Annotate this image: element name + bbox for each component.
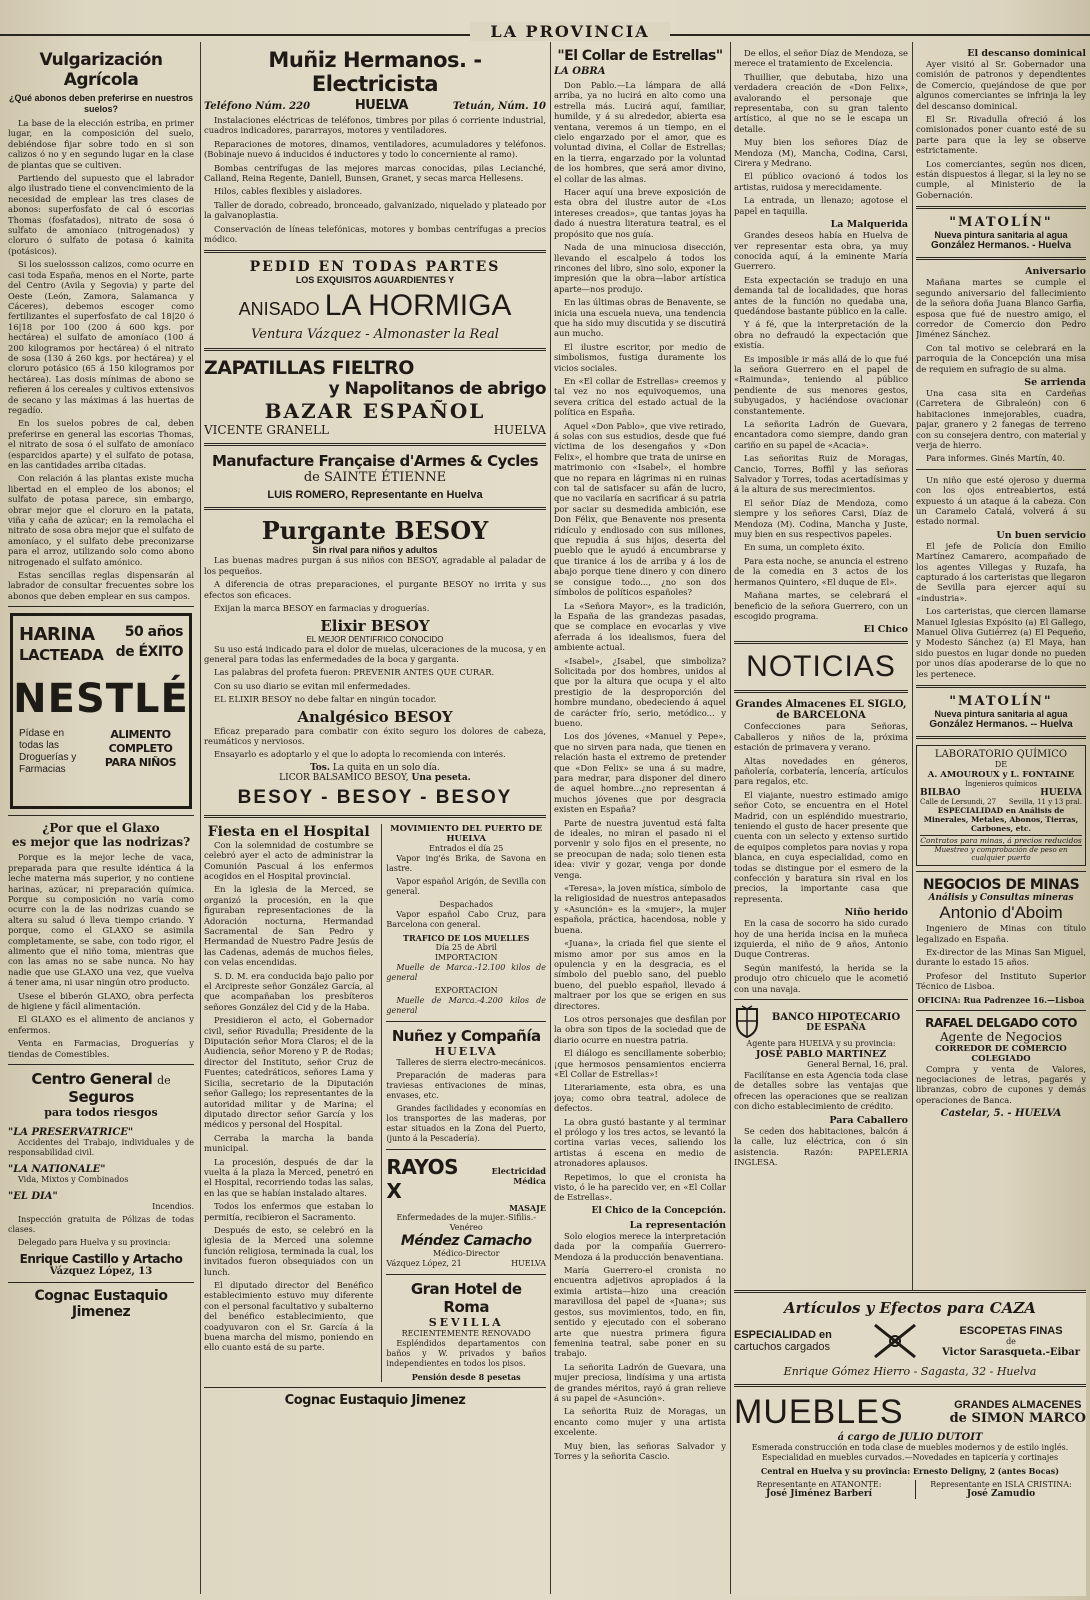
gran-hotel-pension: Pensión desde 8 pesetas [411, 1371, 521, 1382]
caza-escopetas: ESCOPETAS FINAS [959, 1324, 1063, 1337]
puerto-line: Vapor ing'és Brika, de Savona en lastre. [386, 853, 546, 873]
collar-paragraph: En «El collar de Estrellas» creemos y tal vez no nos equivoquemos, una severa crítica del estado actual de la política en España. [554, 375, 726, 418]
banco-heading: BANCO HIPOTECARIO [771, 1011, 901, 1023]
vulgarizacion-heading: Vulgarización Agrícola [39, 50, 163, 90]
nino-herido-paragraph: Según manifestó, la herida se la produjo otro chicuelo que le acometió con una navaja. [734, 962, 908, 994]
hormiga-anisado: ANISADO [238, 299, 320, 320]
muebles-heading: MUEBLES [734, 1393, 904, 1431]
collar-paragraph: Los dos jóvenes, «Manuel y Pepe», que no sirven para nada, que tienen en relación hasta el extremo de pretender que «Don Felix» se una á su madre, para medrar, para disponer del dinero de aquel hombre...¿no representan á muchos jóvenes que por desgracia existen en España? [554, 731, 726, 815]
puerto-line: Vapor español Cabo Cruz, para Barcelona con general. [386, 909, 546, 929]
licor-label: LICOR BALSAMICO BESOY, [279, 772, 409, 783]
lab-cities [920, 788, 1082, 798]
mendez-name: Méndez Camacho [400, 1232, 532, 1249]
nunez-city: HUELVA [434, 1044, 498, 1058]
article-paragraph: En los suelos pobres de cal, deben preferirse en general las escorias Thomas, el nitrato de sosa ó el sulfato de amoníaco (esparcidos aparte) y el sulfato de potasa, en las cantidades arriba citadas. [8, 418, 194, 470]
collar-paragraph: «Teresa», la joven mística, símbolo de la religiosidad de nuestros antepasados y «Asunción» es la «mujer», la mujer española, práctica, hacendosa, noble y buena. [554, 883, 726, 935]
matolin-brand: González Hermanos. - Huelva [930, 240, 1072, 252]
rafael-paragraph: Compra y venta de Valores, negociaciones de letras, pagarés y libranzas, cobro de cupones y demás operaciones de Banca. [916, 1063, 1086, 1105]
nestle-exito: de ÉXITO [115, 644, 183, 661]
fiesta-paragraph: S. D. M. era conducida bajo palio por el Arcipreste señor González García, al que acompañaban los presbíteros señores González del Cid y de la Haba. [204, 970, 374, 1012]
caza-heading: Artículos y Efectos para CAZA [784, 1299, 1036, 1317]
analgesico-paragraph: Ensayarlo es adoptarlo y el que lo adopta lo recomienda con interés. [214, 749, 506, 760]
fiesta-paragraph: El diputado director del Benéfico establecimiento estuvo muy diferente con el personal facultativo y subalterno del benéfico establecimiento, que coadyuvaron con el Sr. García á la buena marcha del mismo, poniendo en ello cuanto está de su parte. [204, 1280, 374, 1353]
seguros-h1: Centro General [31, 1070, 153, 1088]
licor-price: Una peseta. [411, 772, 471, 783]
fiesta-paragraph: Presidieron el acto, el Gobernador civil, señor Rivadulla; Presidente de la Diputación señor Mora Claros; el de la Audiencia, señor Moreno y P. de Rodas; director del Instituto, señor Cruz de Fuentes; catedráticos, señores Lama y Sicilia, secretario de la Diputación señor Gallego; los representantes de la autoridad militar y de Marina; el diputado director señor García y los médicos y personal del Hospital. [204, 1015, 374, 1130]
bazar-name: BAZAR ESPAÑOL [264, 399, 486, 424]
nunez-line: Talleres de sierra electro-mecánicos. [396, 1057, 546, 1067]
column-rule [730, 42, 731, 1594]
fiesta-paragraph: Todos los enfermos que estaban lo permitía, recibieron el Sacramento. [204, 1201, 374, 1222]
collar-paragraph: Aquel «Don Pablo», que vive retirado, á solas con sus estudios, desde que fué víctima de los desengaños y «Don Felix», el hombre que trata de unirse en matrimonio con «Isabel», el hombre que no repara en lágrimas ni en ruinas con tal de satisfacer su afán de lucro, que no vacilaría en sacrificar á su patria por saciar su desmedida ambición, ese Don Félix, que Benavente nos presenta ridículo y endiosado con sus millones, que repudia á sus hijos, deserta del pueblo que le ayudó á encumbrarse y que tiranice á los de arriba y á los de abajo porque tiene dinero y con dinero se consigue todo..., ¿no son dos símbolos de políticos españoles? [554, 420, 726, 598]
besoy-sub: Sin rival para niños y adultos [312, 545, 438, 556]
bazar-owner: VICENTE GRANELL [204, 423, 329, 438]
representacion-paragraph: María Guerrero-el cronista no encuentra adjetivos apropiados á la eximia artista—hizo una creación maravillosa del papel de «Juana»; sus gestos, sus movimientos, todo, en fin, sentido y ejecutado con el soberano arte que nuestra primera figura femenina teatral, sabe poner en su trabajo. [554, 1265, 726, 1359]
nestle-lacteada: LACTEADA [19, 646, 104, 665]
divider [916, 871, 1086, 872]
muebles-text: Esmerada construcción en toda clase de muebles modernos y de estilo inglés. Especialidad en muebles curvados.—Novedades en tapicería y cortinajes [751, 1443, 1069, 1462]
divider [386, 1149, 546, 1150]
column-2-lower [204, 824, 546, 1382]
representacion-heading: La representación [629, 1219, 726, 1231]
analgesico-paragraph: Eficaz preparado para combatir con éxito seguro los dolores de cabeza, reumáticos y nerviosos. [204, 725, 546, 746]
rafael-heading: RAFAEL DELGADO COTO [925, 1015, 1077, 1030]
collar-paragraph: «Juana», la criada fiel que siente el mismo amor por sus amos en la opulencia y en la desgracia, es el símbolo del pueblo sano, del pueblo bueno, del pueblo español, llevado á maltraer por los que se erigen en sus directores. [554, 938, 726, 1011]
bottom-ads [734, 1290, 1086, 1596]
nestle-pidase: Pídase en todas las Droguerías y Farmacias [19, 728, 77, 776]
manufacture-heading: Manufacture Française d'Armes & Cycles [211, 452, 539, 471]
collar-paragraph: Don Pablo.—La lámpara de allá arriba, ya no lucirá en alto como una estrella más. Lucirá aquí, familiar, humilde, y á su alrededor, abierta esa ventana, veremos á un tiempo, en el cielo engarzado por el amor, que es voluntad divina, el Collar de Estrellas; en la tierra, engarzado por la voluntad de los hombres, que será amor divino, el collar de las almas. [554, 80, 726, 184]
divider [8, 606, 194, 607]
pedid-heading: PEDID EN TODAS PARTES [249, 259, 501, 276]
fiesta-paragraph: La procesión, después de dar la vuelta á la plaza la Merced, penetró en el Hospital, recorriendo todas las salas, en las que se habían instalado altares. [204, 1156, 374, 1198]
article-paragraph: Partiendo del supuesto que el labrador algo ilustrado tiene el convencimiento de la necesidad de emplear las tres clases de abonos: superfosfato de cal ó escorias Thomas (fosfatados), nitrato de sosa ó sulfato de amoníaco (nitrogenados) y cloruro ó sulfato de potasa ó kainita (potásicos). [8, 173, 194, 256]
trafico-dia: Día 25 de Abril [435, 942, 497, 952]
siglo-paragraph: El viajante, nuestro estimado amigo señor Coto, se encuentra en el Hotel Madrid, con un espléndido muestrario, teniendo el gusto de hacer presente que cuenta con un selecto y extenso surtido de equipos completos para novias y ropa blanca, en cuya especialidad, como en todas se distingue por el esmero de la confección y baratura sin rival en los precios, la importante casa que representa. [734, 789, 908, 904]
besoy-paragraph: A diferencia de otras preparaciones, el purgante BESOY no irrita y sus efectos son eficaces. [204, 579, 546, 600]
collar-paragraph: La «Señora Mayor», es la tradición, la España de las grandezas pasadas, que se complace en evocarlas y vive aferrada á los idealismos, fuera del ambiente actual. [554, 600, 726, 653]
malquerida-paragraph: Es imposible ir más allá de lo que fué la señora Guerrero en el papel de «Raimunda», teniendo al público pendiente de sus menores gestos, subyugados, y haciéndose ovacionar constantemente. [734, 353, 908, 416]
collar-paragraph: La obra gustó bastante y al terminar el prólogo y los tres actos, se levantó la cortina varias veces, saliendo los artistas á escena en medio de atronadores aplausos. [554, 1116, 726, 1169]
muniz-paragraph: Conservación de líneas telefónicas, motores y bombas centrífugas a precios módico. [204, 223, 546, 245]
glaxo-paragraph: Porque es la mejor leche de vaca, preparada para que resulte idéntica á la leche materna más superior, y no contiene harinas, azúcar, ni preparación química. Porque su composición no varía como ocurre con la de las nodrizas cuando se altera su salud ó lleva tiempo criando. Y porque, como el GLAXO se asimila completamente, se sabe, con todo rigor, el alimento que el niño toma, mientras que con las amas no se sabe nunca. No hay nadie que use GLAXO una vez, que vuelva á tener ama, ni usar ningún otro producto. [8, 852, 194, 988]
negocios-heading: NEGOCIOS DE MINAS [922, 877, 1080, 894]
divider [204, 1387, 546, 1388]
matolin-sub-2: Nueva pintura sanitaria al agua [934, 709, 1068, 720]
muniz-contact-row [204, 98, 546, 113]
rep-atanonte-label: Representante en ATANONTE: [756, 1480, 882, 1489]
collar-paragraph: El diálogo es sencillamente soberbio; ¡que hermosos pensamientos encierra «El Collar de Estrellas»! [554, 1048, 726, 1079]
cognac-ad-2: Cognac Eustaquio Jimenez [284, 1392, 466, 1408]
glaxo-paragraph: Venta en Farmacias, Droguerías y tiendas de Comestibles. [8, 1038, 194, 1059]
collar-paragraph: Hacer aquí una breve exposición de esta obra del ilustre autor de «Los intereses creados», que tantas joyas ha dado á nuestra literatura teatral, es el propósito que nos guía. [554, 187, 726, 239]
elixir-heading: Elixir BESOY [320, 616, 430, 635]
muebles-header [734, 1393, 1086, 1432]
mendez-row [386, 1259, 546, 1269]
collar-heading: "El Collar de Estrellas" [557, 48, 723, 64]
article-paragraph: Muy bien los señores Díaz de Mendoza (M), Mancha, Codina, Carsi, Cirera y Medrano. [734, 137, 908, 169]
crossed-rifles-icon [871, 1321, 919, 1361]
column-3 [554, 40, 726, 1596]
banco-heading-2: DE ESPAÑA [806, 1022, 866, 1033]
negocios-line: Ex-director de las Minas San Miguel, durante lo estado 15 años. [916, 946, 1086, 968]
descanso-paragraph: Ayer visitó al Sr. Gobernador una comisión de patronos y dependientes de Comercio, quejándose de que por algunos comerciantes se infrinja la ley del descanso dominical. [916, 59, 1086, 111]
mendez-director: Médico-Director [432, 1248, 500, 1258]
malquerida-paragraph: Y á fé, que la interpretación de la obra no defraudó la expectación que existía. [734, 319, 908, 351]
rayos-electricidad: Electricidad Médica [491, 1165, 546, 1186]
matolin-heading: "MATOLÍN" [949, 215, 1053, 231]
malquerida-paragraph: Mañana martes, se celebrará el beneficio de la señora Guerrero, con un escogido programa. [734, 590, 908, 621]
divider [734, 641, 908, 644]
malquerida-heading: La Malquerida [830, 219, 908, 231]
descanso-heading: El descanso dominical [967, 48, 1086, 59]
matolin-heading-2: "MATOLÍN" [949, 694, 1053, 710]
glaxo-paragraph: El GLAXO es el alimento de ancianos y enfermos. [8, 1014, 194, 1035]
masthead [0, 0, 1090, 40]
seguros-name: Enrique Castillo y Artacho [19, 1252, 183, 1266]
tos-line [204, 763, 546, 773]
divider [916, 469, 1086, 470]
trafico-line: Muelle de Marca.-12.100 kilos de general [386, 962, 546, 982]
caza-enrique: Enrique Gómez Hierro - Sagasta, 32 - Huelva [783, 1365, 1037, 1378]
article-paragraph: El público ovacionó á todos los artistas, ruidosa y merecidamente. [734, 171, 908, 192]
zapatillas-sub: y Napolitanos de abrigo [328, 379, 546, 400]
divider [8, 1064, 194, 1065]
malquerida-paragraph: Para esta noche, se anuncia el estreno de la comedia en 3 actos de los hermanos Quintero, «El duque de El». [734, 555, 908, 587]
lab-huelva: HUELVA [1040, 788, 1082, 799]
elixir-paragraph: Las palabras del profeta fueron: PREVENIR ANTES QUE CURAR. [214, 667, 495, 678]
coat-of-arms-icon [734, 1005, 760, 1039]
divider [916, 1010, 1086, 1011]
descanso-paragraph: El Sr. Rivadulla ofreció á los comisionados poner cuanto esté de su parte para que la ley se observe estrictamente. [916, 114, 1086, 156]
zapatillas-heading: ZAPATILLAS FIELTRO [204, 357, 414, 380]
fiesta-paragraph: En la iglesia de la Merced, se organizó la procesión, en la que figuraban representaciones de la Adoración nocturna, Hermandad Sacramental de San Pedro y Hermandad de Nuestro Padre Jesús de las Cadenas, además de muchos fieles, con velas encendidas. [204, 884, 374, 968]
negocios-name: Antonio d'Aboim [939, 903, 1063, 923]
rayos-enfermedades: Enfermedades de la mujer.-Sifilis.-Venéreo [396, 1212, 536, 1232]
analgesico-heading: Analgésico BESOY [297, 707, 453, 726]
glaxo-paragraph: Usese el biberón GLAXO, obra perfecta de higiene y fácil alimentación. [8, 990, 194, 1011]
tos-label: Tos. [310, 762, 330, 773]
fiesta-heading: Fiesta en el Hospital [207, 823, 370, 840]
divider [916, 257, 1086, 260]
siglo-paragraph: Altas novedades en géneros, pañolería, corbatería, lencería, artículos para regalos, etc. [734, 755, 908, 787]
muebles-simon: de SIMON MARCO [949, 1411, 1086, 1426]
lab-ingenieros: Ingenieros químicos [965, 780, 1037, 789]
muebles-cargo: á cargo de JULIO DUTOIT [837, 1432, 983, 1443]
rayos-row [386, 1155, 546, 1203]
malquerida-paragraph: Las señoritas Ruiz de Moragas, Cancio, Torres, Boffil y las señoras Salvador y Torres, todas acertadísimas y á la altura de sus merecimientos. [734, 453, 908, 495]
nunez-line: Preparación de maderas para traviesas entivaciones de minas, envases, etc. [386, 1070, 546, 1100]
bazar-row [204, 423, 546, 437]
representacion-paragraph: La señorita Ladrón de Guevara, una mujer preciosa, lindísima y una artista de grandes méritos, rayó á gran relieve á su papel de «Asunción». [554, 1361, 726, 1403]
rafael-agente: Agente de Negocios [940, 1029, 1062, 1044]
representacion-paragraph: Muy bien, las señoras Salvador y Torres y la señorita Cascio. [554, 1440, 726, 1461]
banco-address: General Bernal, 16, pral. [807, 1060, 908, 1070]
collar-paragraph: Parte de nuestra juventud está falta de ideales, no miran el pasado ni el porvenir y solo fijos en el presente, no se preocupan de nada; solo tienen esta idea: vivir y gozar, venga por donde venga. [554, 817, 726, 880]
malquerida-signature: El Chico [863, 624, 908, 636]
lab-huelva-addr: Sevilla, 11 y 13 pral. [1008, 798, 1082, 807]
buen-servicio-paragraph: El jefe de Policía don Emilio Martínez Camarero, acompañado de los agentes Villegas y Ruzafa, ha capturado á los carteristas que llegaron de Sevilla para ejercer aquí su «industria». [916, 540, 1086, 603]
mendez-address: Vázquez López, 21 [386, 1258, 462, 1268]
divider [916, 736, 1086, 739]
collar-paragraph: El ilustre escritor, por medio de simbolismos, fustiga duramente los vicios sociales. [554, 341, 726, 373]
cognac-ad-1: Cognac Eustaquio Jimenez [34, 1288, 168, 1320]
descanso-paragraph: Los comerciantes, según nos dicen, están dispuestos á llegar, si la ley no se cumple, al Ministerio de la Gobernación. [916, 158, 1086, 200]
divider [204, 507, 546, 510]
lab-de: DE [994, 760, 1008, 770]
malquerida-paragraph: Grandes deseos había en Huelva de ver representar esta obra, ya muy conocida aquí, á la eminente María Guerrero. [734, 230, 908, 272]
glaxo-heading-2: es mejor que las nodrizas? [11, 835, 191, 850]
noticias-heading: NOTICIAS [746, 650, 896, 684]
rayos-masaje: MASAJE [509, 1202, 546, 1213]
licor-line [204, 773, 546, 783]
caballero-paragraph: Se ceden dos habitaciones, balcón á la calle, luz eléctrica, con ó sin asistencia. Razón: PAPELERIA INGLESA. [734, 1125, 908, 1167]
muebles-reps [734, 1480, 1086, 1499]
seguros-ed-text: Incendios. [152, 1202, 194, 1211]
lab-muestreo: Muestreo y comprobación de peso en cualquier puerto [920, 845, 1082, 862]
article-paragraph: Estas sencillas reglas dispensarán al labrador de consultar frecuentes sobre los abonos que deben emplear en sus campos. [8, 570, 194, 601]
column-1 [8, 40, 194, 1596]
lab-especialidad: ESPECIALIDAD en Análisis de Minerales, Metales, Abonos, Tierras, Carbones, etc. [923, 806, 1079, 834]
muniz-paragraph: Hilos, cables flexibles y aisladores. [214, 186, 363, 197]
muniz-city: HUELVA [354, 98, 408, 113]
rafael-corredor: CORREDOR DE COMERCIO COLEGIADO [935, 1043, 1067, 1064]
elixir-paragraph: EL ELIXIR BESOY no debe faltar en ningún tocador. [214, 694, 437, 705]
fiesta-paragraph: Con la solemnidad de costumbre se celebró ayer el acto de administrar la Comunión Pascual á los enfermos acogidos en el Hospital provincial. [204, 839, 374, 881]
seguros-h2: Seguros [68, 1088, 134, 1106]
divider [734, 1384, 1086, 1387]
muniz-paragraph: Bombas centrífugas de las mejores marcas conocidas, pilas Lecianché, Calland, Reina Regente, Daniell, Bunsen, Granet, y secas marca Hellesens. [204, 162, 546, 184]
divider [916, 206, 1086, 209]
caza-especialidad: ESPECIALIDAD en [734, 1329, 832, 1341]
aniversario-paragraph: Con tal motivo se celebrará en la parroquia de la Concepción una misa de requiem en sufragio de su alma. [916, 342, 1086, 374]
banco-agente: Agente para HUELVA y su provincia: [746, 1039, 896, 1049]
muebles-central: Central en Huelva y su provincia: Ernesto Deligny, 2 (antes Bocas) [760, 1466, 1060, 1476]
newspaper-title: LA PROVINCIA [470, 22, 670, 41]
gran-hotel-heading: Gran Hotel de Roma [410, 1279, 522, 1316]
seguros-lp-text: Accidentes del Trabajo, individuales y de responsabilidad civil. [8, 1138, 194, 1157]
collar-paragraph: «Isabel», ¿Isabel, que simboliza? Solicitada por dos hombres, unidos al que por la altura que ocupa y el alto prestigio de la desproporción del hombre mundano, obedeciendo á aquel de carácter frío, serio, metódico... y bueno. [554, 655, 726, 728]
negocios-sub: Análisis y Consultas mineras [928, 893, 1074, 904]
arrienda-paragraph: Una casa sita en Cardeñas (Carretera de Gibraleón) con 6 habitaciones inmejorables, cuadra, pajar, granero y 2 fanegas de terreno con su consejera dentro, con material y verja de hierro. [916, 387, 1086, 450]
divider [916, 685, 1086, 688]
lab-contratos: Contratos para minas, á precios reducidos [920, 836, 1082, 846]
banco-agent-name: JOSÉ PABLO MARTINEZ [755, 1049, 887, 1061]
muebles-grandes: GRANDES ALMACENES [954, 1399, 1082, 1411]
seguros-heading [8, 1070, 194, 1106]
nunez-line: Grandes facilidades y economías en los transportes de las maderas, por estar situados en la Zona del Puerto, (junto á la Pescadería). [386, 1103, 546, 1143]
divider [386, 1021, 546, 1022]
manufacture-rep: LUIS ROMERO, Representante en Huelva [267, 489, 483, 502]
collar-paragraph: Los otros personajes que desfilan por la obra son tipos de la sociedad que de diario ocurre en nuestra patria. [554, 1013, 726, 1045]
negocios-line: Ingeniero de Minas con título legalizado en España. [916, 923, 1086, 944]
nino-herido-heading: Niño herido [844, 907, 908, 919]
trafico-heading: TRAFICO DE LOS MUELLES [403, 932, 530, 943]
tos-text: La quita en un solo día. [332, 762, 440, 773]
hormiga-name: LA HORMIGA [324, 289, 512, 323]
divider [734, 999, 908, 1000]
representacion-paragraph: Solo elogios merece la interpretación dada por la compañía Guerrero-Mendoza á la producción benaventiana. [554, 1230, 726, 1262]
puerto-line: Vapor español Arigón, de Sevilla con general. [386, 876, 546, 896]
nestle-ad [10, 613, 192, 809]
seguros-ed: "EL DIA" [8, 1191, 58, 1202]
rayos-heading: RAYOS X [386, 1154, 459, 1203]
muniz-tetuan: Tetuán, Núm. 10 [452, 101, 546, 112]
hormiga-brand [204, 289, 546, 323]
buen-servicio-paragraph: Los carteristas, que ciercen llamarse Manuel Iglesias Expósito (a) El Gallego, Manuel Oliva Gutiérrez (a) El Pequeño, y Modesto Sánchez (a) El Maya, han sido puestos en lugar donde no pueden por unos días apoderarse de lo que no les pertenece. [916, 606, 1086, 679]
besoy-paragraph: Las buenas madres purgan á sus niños con BESOY, agradable al paladar de los pequeños. [204, 555, 546, 576]
article-paragraph: La base de la elección estriba, en primer lugar, en la composición del suelo, debiéndose fijar sobre todo en si son calizos ó no y en segundo lugar en la clase de plantas que se cultiven. [8, 118, 194, 170]
bazar-city: HUELVA [493, 423, 546, 438]
caza-body [734, 1321, 1086, 1361]
negocios-line: Profesor del Instituto Superior Técnico de Lisboa. [916, 970, 1086, 992]
divider [204, 250, 546, 253]
nestle-brand: NESTLÉ [13, 676, 189, 723]
caza-sarasqueta: Victor Sarasqueta.-Eibar [941, 1346, 1081, 1358]
fiesta-paragraph: Después de esto, se celebró en la iglesia de la Merced una solemne función religiosa, terminada la cual, los invitados fueron obsequiados con un lunch. [204, 1224, 374, 1277]
collar-paragraph: Repetimos, lo que el cronista ha visto, ó le ha parecido ver, en «El Collar de Estrellas». [554, 1171, 726, 1203]
muniz-heading: Muñiz Hermanos. - Electricista [268, 48, 482, 96]
besoy-purgante-heading: Purgante BESOY [261, 516, 489, 546]
fiesta-paragraph: Cerraba la marcha la banda municipal. [204, 1132, 374, 1154]
puerto-heading: MOVIMIENTO DEL PUERTO DE HUELVA [390, 823, 543, 844]
laboratorio-ad [916, 745, 1086, 866]
rep-isla-name: José Zamudio [966, 1489, 1036, 1499]
lab-bilbao-addr: Calle de Lersundi, 27 [920, 798, 997, 807]
article-paragraph: De ellos, el señor Díaz de Mendoza, se merece el tratamiento de Excelencia. [734, 48, 908, 69]
column-rule [200, 42, 201, 1594]
muniz-paragraph: Instalaciones eléctricas de teléfonos, timbres por pilas ó corriente industrial, cuadros indicadores, pararrayos, motores y ventiladores. [204, 115, 546, 136]
lab-heading: LABORATORIO QUÍMICO [934, 749, 1068, 761]
mendez-city: HUELVA [511, 1258, 546, 1268]
la-obra-heading: LA OBRA [554, 66, 606, 77]
divider [204, 443, 546, 446]
hormiga-sub: Ventura Vázquez - Almonaster la Real [251, 327, 499, 343]
nunez-heading: Nuñez y Compañía [391, 1026, 541, 1045]
siglo-paragraph: Confecciones para Señoras, Caballeros y niños de la, próxima estación de primavera y verano. [734, 721, 908, 753]
trafico-exportacion: EXPORTACION [434, 985, 498, 995]
elixir-paragraph: Su uso está indicado para el dolor de muelas, ulceraciones de la mucosa, y en general para todas las enfermedades de la boca y garganta. [204, 643, 546, 664]
caramelo-paragraph: Un niño que esté ojeroso y duerma con los ojos entreabiertos, está expuesto á un ataque á la cabeza. Con un Caramelo Catalá, volverá á su estado normal. [916, 474, 1086, 527]
divider [734, 690, 908, 693]
lab-names: A. AMOUROUX y L. FONTAINE [927, 770, 1075, 781]
seguros-deleg: Delegado para Huelva y su provincia: [18, 1238, 171, 1247]
malquerida-paragraph: La señorita Ladrón de Guevara, encantadora como siempre, dando gran cariño en su papel de «Acacia». [734, 419, 908, 450]
collar-signature: El Chico de la Concepción. [591, 1205, 726, 1216]
malquerida-paragraph: Esta expectación se tradujo en una demanda tal de localidades, que horas antes de la función no quedaba una, quedándose bastante público en la calle. [734, 274, 908, 316]
divider [204, 348, 546, 351]
pedid-sub: LOS EXQUISITOS AGUARDIENTES Y [295, 275, 455, 286]
caza-cartuchos: cartuchos cargados [734, 1341, 830, 1353]
matolin-brand-2: González Hermanos. -- Huelva [929, 719, 1073, 731]
negocios-oficina: OFICINA: Rua Padrenzee 16.—Lisboa [917, 994, 1085, 1005]
trafico-importacion: IMPORTACION [434, 952, 498, 962]
collar-paragraph: Literariamente, esta obra, es una joya; como obra teatral, adolece de defectos. [554, 1082, 726, 1114]
article-paragraph: Si los suelossson calizos, como ocurre en casi toda España, menos en el Norte, parte del Centro (Avila y Segovia) y parte del Oeste (León, Zamora, Salamanca y Cáceres), debemos escoger como fertilizantes el superfosfato de cal 18|20 ó 16|18 por 100 (200 á 600 kgs. por hectárea) el sulfato de amoníaco (100 á 200 kilogramos por hectárea) ó el nitrato de sosa (130 á 260 kgs. por hectárea) y el cloruro potásico (65 á 150 kilogramos por hectárea). Las dosis mínimas de abono se refieren á los cereales y cultivos extensivos de secano y las máximas á las huertas de regadío. [8, 259, 194, 415]
divider [204, 815, 546, 818]
column-rule [550, 42, 551, 1594]
rep-atanonte-name: José Jiménez Barberí [766, 1489, 872, 1499]
fiesta-article [204, 824, 373, 1382]
trafico-line: Muelle de Marca.-4.200 kilos de general [386, 995, 546, 1015]
besoy-paragraph: Exijan la marca BESOY en farmacias y droguerías. [214, 603, 430, 614]
divider [8, 1282, 194, 1283]
siglo-heading-2: de BARCELONA [776, 710, 866, 722]
article-paragraph: La entrada, un llenazo; agotose el papel en taquilla. [734, 195, 908, 216]
gran-hotel-text: Espléndidos departamentos con baños y W. privados y baños independientes en todos los pisos. [386, 1338, 546, 1368]
divider [386, 1274, 546, 1275]
seguros-lp: "LA PRESERVATRICE" [8, 1127, 134, 1138]
nestle-alimento: ALIMENTO COMPLETO PARA NIÑOS [104, 728, 177, 770]
collar-paragraph: En las últimas obras de Benavente, se inicia una escuela nueva, una tendencia que ha sido muy discutida y se discutirá aun mucho. [554, 297, 726, 339]
glaxo-heading: ¿Por que el Glaxo [42, 821, 160, 836]
puerto-entrados: Entrados el día 25 [429, 843, 504, 853]
port-and-ads [381, 824, 546, 1382]
divider [734, 1290, 1086, 1293]
aniversario-paragraph: Mañana martes se cumple el segundo aniversario del fallecimiento de la señora doña Juana Blanco Garfia, esposa que fué de nuestro amigo, el corredor de Comercio don Pedro Jiménez Sánchez. [916, 277, 1086, 340]
buen-servicio-heading: Un buen servicio [996, 529, 1086, 541]
article-paragraph: Thuillier, que debutaba, hizo una verdadera creación de «Don Felix», avalorando el personaje que representaba, con su gran talento artístico, al que no se le escapa un detalle. [734, 71, 908, 134]
gran-hotel-renovado: RECIENTEMENTE RENOVADO [401, 1328, 531, 1338]
lab-addresses [920, 798, 1082, 806]
lab-bilbao: BILBAO [920, 788, 961, 799]
gran-hotel-city: SEVILLA [428, 1315, 504, 1329]
muniz-tel: Teléfono Núm. 220 [204, 101, 311, 112]
banco-ad [734, 1005, 908, 1039]
seguros-addr: Vázquez López, 13 [49, 1266, 153, 1277]
caballero-heading: Para Caballero [829, 1114, 908, 1126]
rep-isla-label: Representante en ISLA CRISTINA: [930, 1480, 1072, 1489]
seguros-sub: para todos riesgos [44, 1106, 158, 1119]
nestle-harina: HARINA [19, 624, 95, 646]
divider [8, 815, 194, 816]
muniz-paragraph: Reparaciones de motores, dinamos, ventiladores, acumuladores y teléfonos. (Bobinaje nuevo á inducidos é inductores y todo lo concerniente al ramo). [204, 138, 546, 160]
rafael-address: Castelar, 5. - HUELVA [940, 1108, 1062, 1120]
nestle-50-anos: 50 años [124, 624, 183, 641]
besoy-triple: BESOY - BESOY - BESOY [237, 786, 513, 808]
column-2 [204, 40, 546, 1596]
arrienda-heading: Se arrienda [1024, 376, 1086, 388]
malquerida-paragraph: El señor Díaz de Mendoza, como siempre y los señores Carsi, Díaz de Mendoza (M). Codina, Mancha y Juste, muy bien en sus respectivos papeles. [734, 497, 908, 540]
puerto-despachados: Despachados [439, 899, 493, 909]
collar-paragraph: Nada de una minuciosa disección, llevando el escalpelo á todos los rincones del libro, sino solo, exponer la impresión que la obra—labor artística aparte—nos produjo. [554, 242, 726, 294]
matolin-sub: Nueva pintura sanitaria al agua [934, 230, 1068, 241]
caza-de: de [1006, 1336, 1016, 1346]
representacion-paragraph: La señorita Ruiz de Moragas, un encanto como mujer y una artista excelente. [554, 1406, 726, 1438]
arrienda-paragraph: Para informes. Ginés Martín, 40. [926, 453, 1065, 464]
seguros-insp: Inspección gratuita de Pólizas de todas clases. [8, 1215, 194, 1234]
seguros-ln: "LA NATIONALE" [8, 1164, 106, 1175]
seguros-ln-text: Vida, Mixtos y Combinados [18, 1175, 129, 1184]
article-paragraph: Con relación á las plantas existe mucha libertad en el empleo de los abonos; el sulfato de potasa parece, sin embargo, obrar mejor que el cloruro en la patata, viña y caña de azúcar; en la remolacha el nitrato de sosa obra mejor que el sulfato de amoníaco, y el sulfato debe preconizarse para el arroz, utilizando solo como abono nitrogenado el sulfato amónico. [8, 473, 194, 567]
muniz-paragraph: Taller de dorado, cobreado, bronceado, galvanizado, niquelado y plateado por la galvanoplastia. [204, 199, 546, 221]
elixir-sub: EL MEJOR DENTIFRICO CONOCIDO [306, 634, 444, 644]
malquerida-paragraph: En suma, un completo éxito. [744, 542, 865, 553]
abonos-question: ¿Qué abonos deben preferirse en nuestros suelos? [8, 93, 194, 114]
manufacture-sub: de SAINTE ÉTIENNE [303, 470, 447, 486]
elixir-paragraph: Con su uso diario se evitan mil enfermedades. [214, 680, 411, 691]
banco-paragraph: Facilítanse en esta Agencia toda clase de detalles sobre las ventajas que ofrecen las operaciones que se realizan con dicho establecimiento de crédito. [734, 1070, 908, 1112]
aniversario-heading: Aniversario [1025, 266, 1086, 278]
seguros-de: de [157, 1074, 171, 1087]
siglo-heading: Grandes Almacenes EL SIGLO, [735, 699, 907, 711]
nino-herido-paragraph: En la casa de socorro ha sido curado hoy de una herida incisa en la muñeca izquierda, el niño de 9 años, Antonio Duque Contreras. [734, 918, 908, 960]
